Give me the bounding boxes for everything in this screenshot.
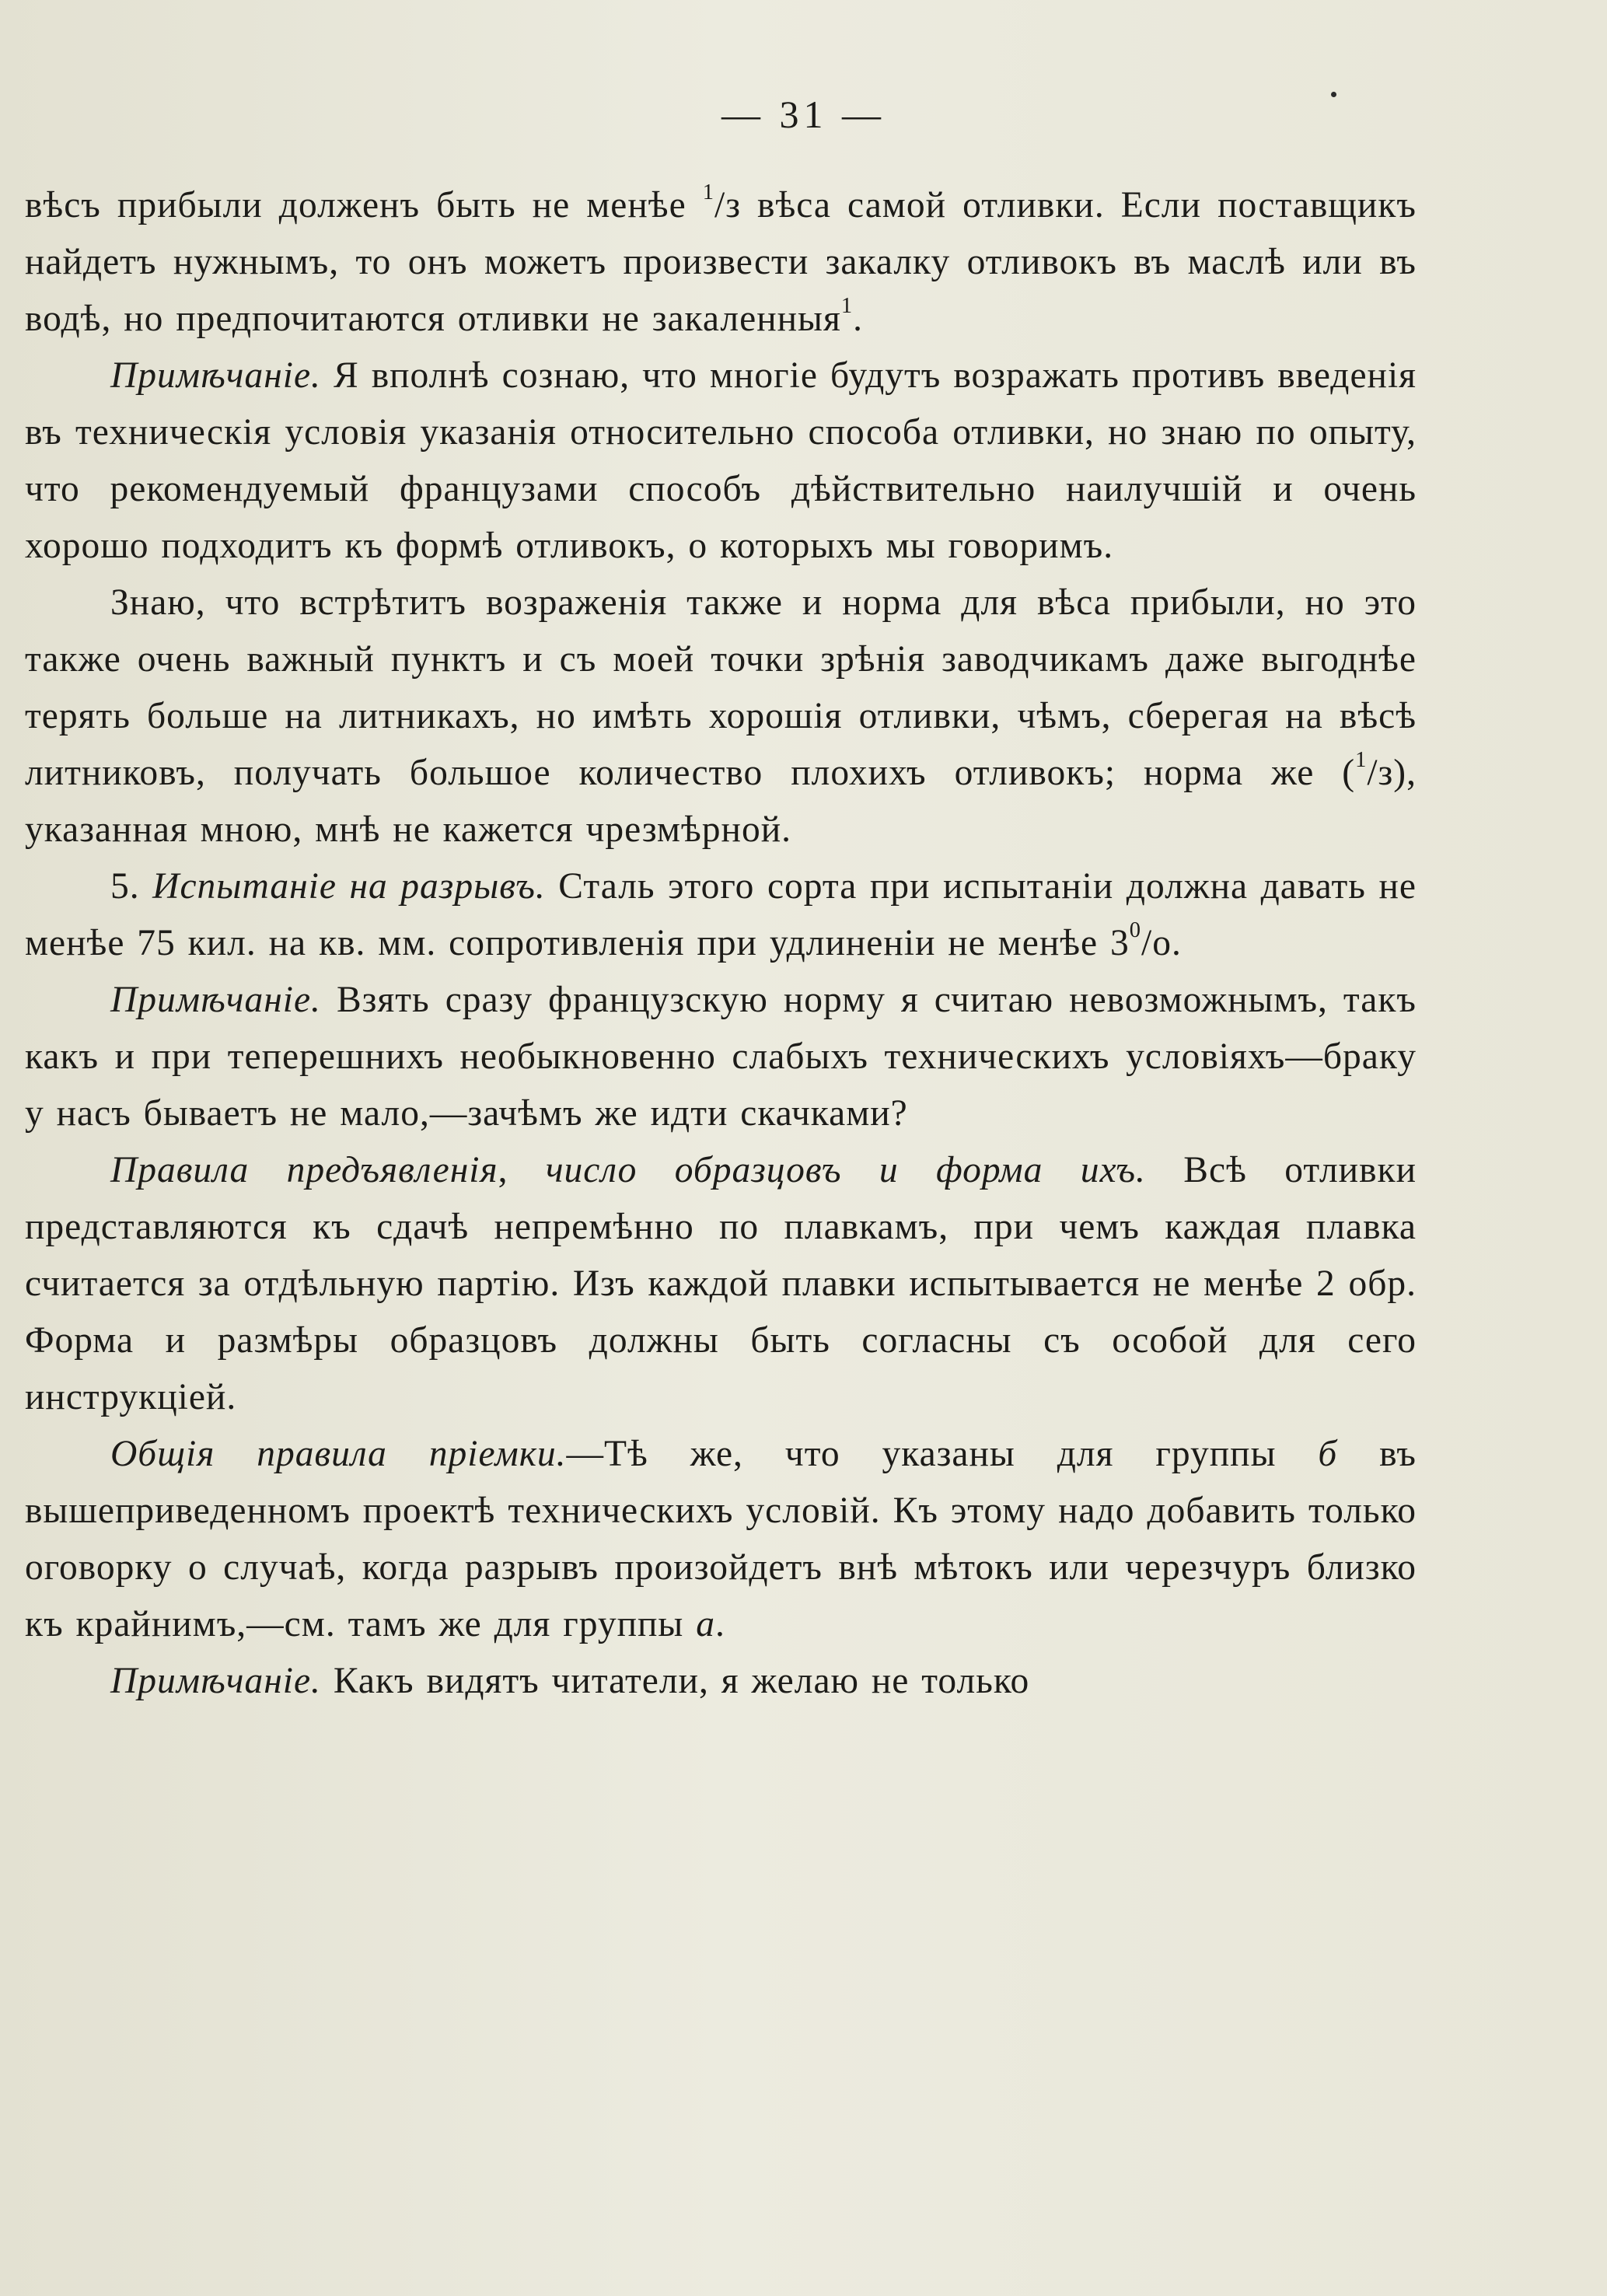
fraction-numerator: 1 [702, 180, 714, 205]
paragraph-5 [25, 972, 1417, 1142]
section-label: Общія правила пріемки. [110, 1434, 567, 1474]
paragraph-6 [25, 1142, 1417, 1426]
paragraph-8-text: Какъ видятъ читатели, я желаю не только [320, 1661, 1030, 1701]
paragraph-3-text-b: /з), указанная мною, мнѣ не кажется чрезмѣрной. [25, 753, 1417, 850]
paragraph-1 [25, 177, 1417, 348]
group-letter-b: б [1318, 1434, 1338, 1474]
paragraph-2 [25, 348, 1417, 575]
paragraph-3-text-a: Знаю, что встрѣтитъ возраженія также и норма для вѣса прибыли, но это также очень важный пунктъ и съ моей точки зрѣнія заводчикамъ даже выгоднѣе терять больше на литникахъ, но имѣть хорошія отливки, чѣмъ, сберегая на вѣсѣ литниковъ, получать большое количество плохихъ отливокъ; норма же ( [25, 582, 1417, 793]
item-number: 5. [110, 866, 153, 907]
paragraph-7-end: . [714, 1604, 725, 1644]
section-label: Правила предъявленія [110, 1150, 498, 1190]
percent-tail: /о. [1141, 923, 1182, 963]
percent-sup: 0 [1129, 918, 1141, 943]
note-label: Примѣчаніе. [110, 980, 321, 1020]
page-number: — 31 — [721, 93, 886, 136]
ink-speck [1331, 92, 1336, 97]
paragraph-3 [25, 575, 1417, 858]
paragraph-1-text-a: вѣсъ прибыли долженъ быть не менѣе [25, 185, 703, 225]
paragraph-7 [25, 1426, 1417, 1653]
paragraph-6-text: Всѣ отливки представляются къ сдачѣ непремѣнно по плавкамъ, при чемъ каждая плавка считается за отдѣльную партію. Изъ каждой плавки испытывается не менѣе 2 обр. Форма и размѣры образцовъ должны быть согласны съ особой для сего инструкціей. [25, 1150, 1417, 1417]
paragraph-7-text-a: —Тѣ же, что указаны для группы [566, 1434, 1319, 1474]
paragraph-4-text: Сталь этого сорта при испытаніи должна давать не менѣе 75 кил. на кв. мм. сопротивленія при удлиненіи не менѣе 3 [25, 866, 1417, 963]
paragraph-4 [25, 858, 1417, 972]
fraction-numerator: 1 [1355, 748, 1368, 773]
paragraph-1-text-c: . [853, 299, 863, 339]
note-label: Примѣчаніе. [110, 1661, 321, 1701]
text-body [25, 177, 1417, 1710]
paragraph-1-text-b: /з вѣса самой отливки. Если поставщикъ найдетъ нужнымъ, то онъ можетъ произвести закалку отливокъ въ маслѣ или въ водѣ, но предпочитаются отливки не закаленныя [25, 185, 1417, 339]
paragraph-7-text-b: въ вышеприведенномъ проектѣ техническихъ условій. Къ этому надо добавить только оговорку о случаѣ, когда разрывъ произойдетъ внѣ мѣтокъ или черезчуръ близко къ крайнимъ,—см. тамъ же для группы [25, 1434, 1417, 1644]
paragraph-8 [25, 1653, 1417, 1710]
section-label-2: число образцовъ и форма ихъ. [545, 1150, 1146, 1190]
footnote-mark: 1 [840, 294, 854, 319]
separator: , [498, 1150, 546, 1190]
paragraph-2-text: Я вполнѣ сознаю, что многіе будутъ возражать противъ введенія въ техническія условія указанія относительно способа отливки, но знаю по опыту, что рекомендуемый французами способъ дѣйствительно наилучшій и очень хорошо подходитъ къ формѣ отливокъ, о которыхъ мы говоримъ. [25, 355, 1417, 566]
paragraph-5-text: Взять сразу французскую норму я считаю невозможнымъ, такъ какъ и при теперешнихъ необыкновенно слабыхъ техническихъ условіяхъ—браку у насъ бываетъ не мало,—зачѣмъ же идти скачками? [25, 980, 1417, 1134]
section-label: Испытаніе на разрывъ. [152, 866, 546, 907]
group-letter-a: а [696, 1604, 715, 1644]
note-label: Примѣчаніе. [110, 355, 321, 396]
